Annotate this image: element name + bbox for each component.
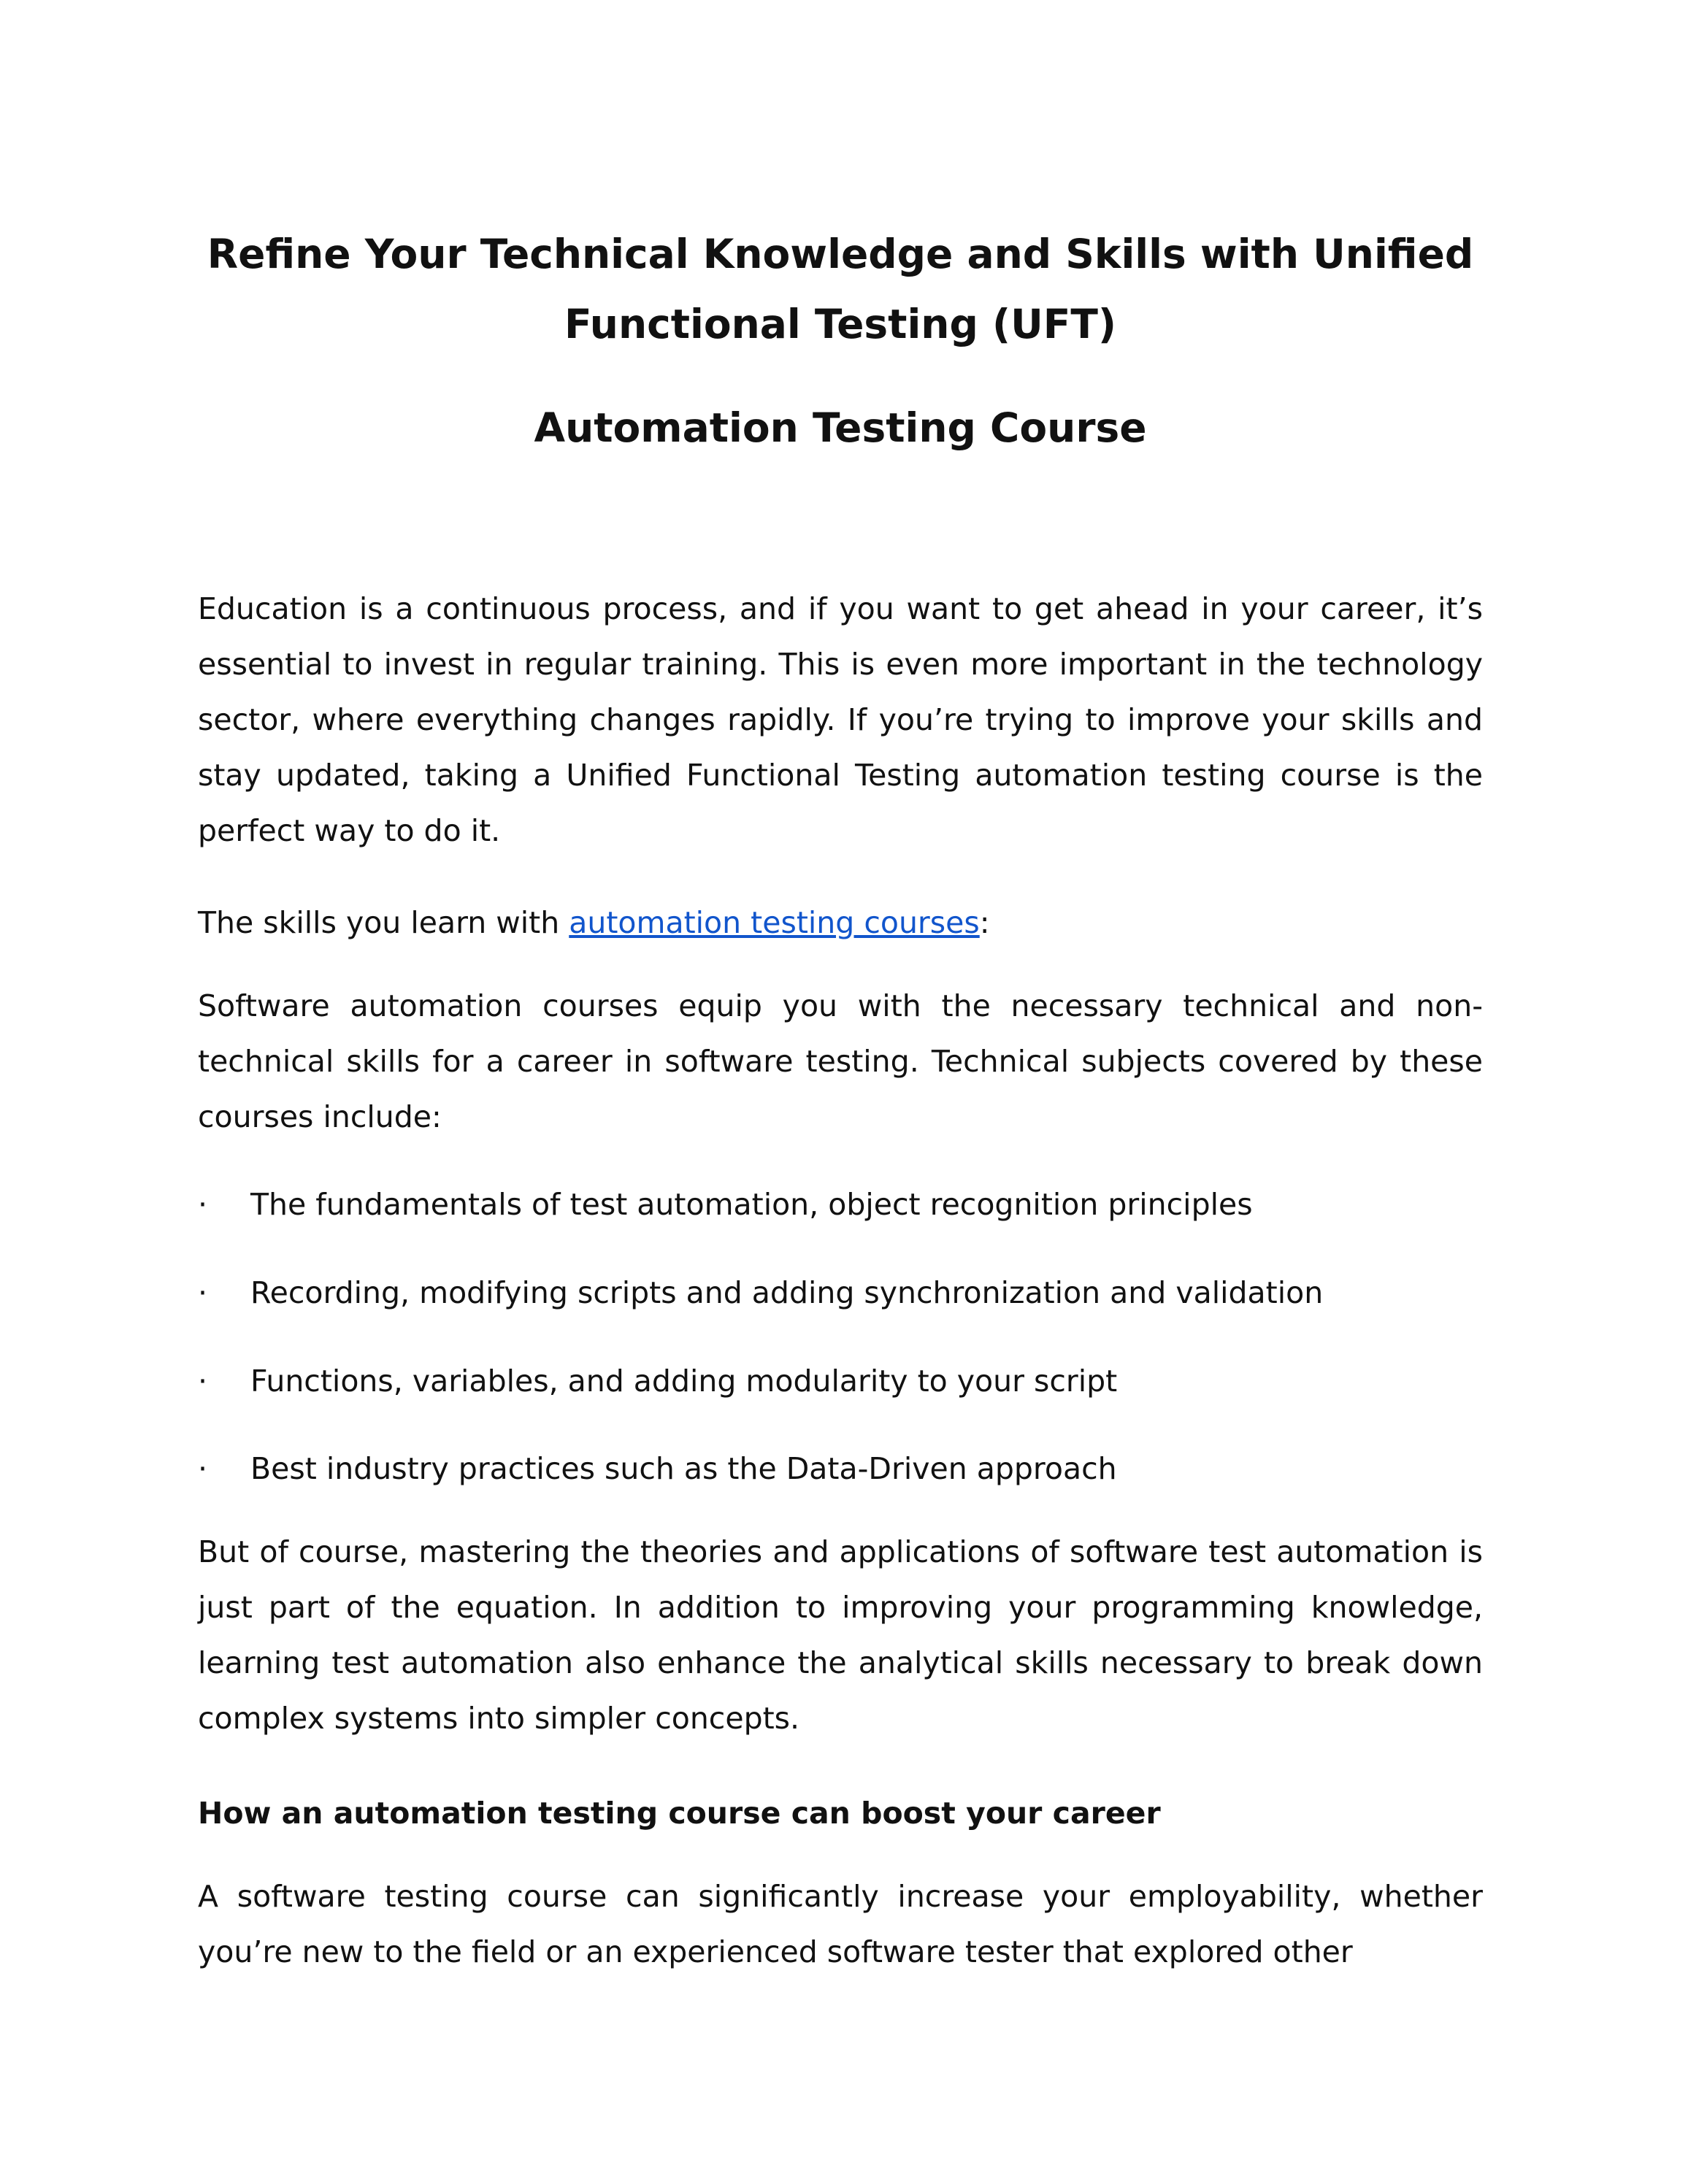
document-title: Refine Your Technical Knowledge and Skills with Unified Functional Testing (UFT) — [207, 231, 1474, 347]
bullet-marker: · — [198, 1451, 208, 1486]
automation-testing-courses-link[interactable]: automation testing courses — [569, 905, 980, 940]
list-item-text: The fundamentals of test automation, object recognition principles — [250, 1187, 1253, 1222]
theory-paragraph: But of course, mastering the theories and applications of software test automation is just part of the equation. In addition to improving your programming knowledge, learning test automation also enhance the analytical skills necessary to break down complex systems into simpler concepts. — [198, 1534, 1483, 1736]
bullet-marker: · — [198, 1275, 208, 1310]
list-item-text: Functions, variables, and adding modularity to your script — [250, 1364, 1118, 1399]
skills-intro-prefix: The skills you learn with — [198, 905, 569, 940]
bullet-marker: · — [198, 1187, 208, 1222]
list-item-text: Recording, modifying scripts and adding synchronization and validation — [250, 1275, 1324, 1310]
list-item-text: Best industry practices such as the Data-Driven approach — [250, 1451, 1117, 1486]
intro-paragraph: Education is a continuous process, and if you want to get ahead in your career, it’s essential to invest in regular training. This is even more important in the technology sector, where everything changes rapidly. If you’re trying to improve your skills and stay updated, taking a Unified Functional Testing automation testing course is the perfect way to do it. — [198, 591, 1483, 848]
bullet-marker: · — [198, 1364, 208, 1399]
skills-intro — [198, 895, 1483, 950]
courses-paragraph: Software automation courses equip you with the necessary technical and non-technical skills for a career in software testing. Technical subjects covered by these courses include: — [198, 988, 1483, 1134]
skills-intro-suffix: : — [979, 905, 990, 940]
career-paragraph: A software testing course can significantly increase your employability, whether you’re new to the field or an experienced software tester that explored other — [198, 1879, 1483, 1969]
document-subtitle: Automation Testing Course — [534, 404, 1147, 451]
section-heading: How an automation testing course can boost your career — [198, 1796, 1161, 1831]
